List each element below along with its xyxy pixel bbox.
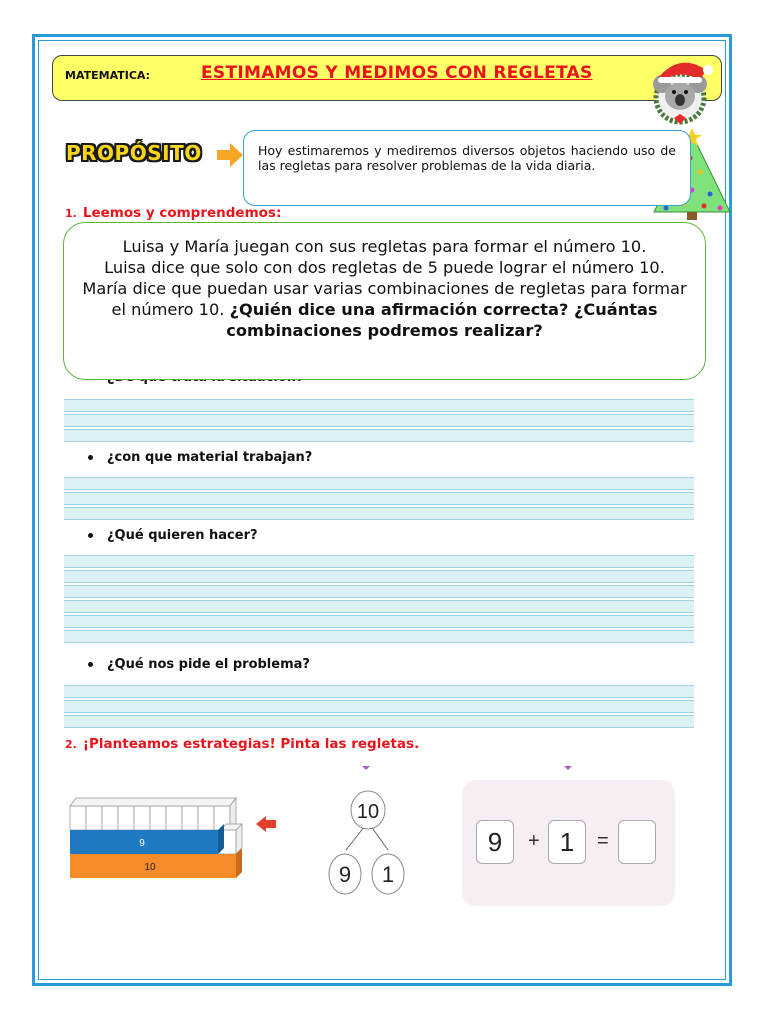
question-3 — [88, 528, 258, 543]
number-bond — [326, 788, 410, 898]
equals-sign: = — [597, 830, 609, 852]
equation-result-box[interactable] — [618, 820, 656, 864]
plus-sign: + — [528, 830, 540, 852]
problem-question: ¿Quién dice una afirmación correcta? ¿Cuántas combinaciones podremos realizar? — [226, 300, 658, 340]
arrow-left-icon — [256, 816, 276, 832]
problem-line-2: Luisa dice que solo con dos regletas de 5 puede lograr el número 10. — [104, 258, 665, 277]
question-2 — [88, 450, 312, 465]
equation-addend-2: 1 — [548, 820, 586, 864]
bullet-icon — [88, 533, 93, 538]
bond-top: 10 — [356, 801, 380, 823]
subject-label: MATEMATICA: — [65, 69, 151, 82]
question-4-text: ¿Qué nos pide el problema? — [107, 657, 310, 672]
koala-santa-icon — [644, 52, 718, 130]
bond-left: 9 — [338, 862, 352, 887]
section-2-number: 2. — [65, 738, 77, 751]
equation-addend-1: 9 — [476, 820, 514, 864]
problem-line-3: María dice que puedan usar varias combinaciones de regletas para formar el número 10. — [82, 279, 687, 319]
purpose-label: PROPÓSITO — [66, 141, 202, 165]
marker-icon — [564, 766, 572, 770]
equation-panel — [462, 780, 675, 906]
blue-rod-label: 9 — [139, 838, 145, 849]
section-1-heading — [65, 205, 281, 221]
header-banner — [52, 55, 722, 101]
rods-illustration — [68, 796, 288, 886]
question-3-text: ¿Qué quieren hacer? — [107, 528, 258, 543]
problem-line-1: Luisa y María juegan con sus regletas para formar el número 10. — [122, 237, 647, 256]
section-1-title: Leemos y comprendemos: — [82, 205, 282, 221]
purpose-box — [243, 130, 691, 206]
answer-lines-3[interactable] — [64, 555, 694, 645]
question-4 — [88, 657, 310, 672]
orange-rod-label: 10 — [144, 862, 156, 873]
section-2-heading — [65, 736, 419, 752]
section-1-number: 1. — [65, 207, 77, 220]
answer-lines-4[interactable] — [64, 685, 694, 730]
problem-box — [63, 222, 706, 380]
marker-icon — [362, 766, 370, 770]
purpose-text: Hoy estimaremos y mediremos diversos objetos haciendo uso de las regletas para resolver problemas de la vida diaria. — [258, 143, 676, 173]
bullet-icon — [88, 662, 93, 667]
worksheet-title: ESTIMAMOS Y MEDIMOS CON REGLETAS — [201, 63, 593, 83]
answer-lines-2[interactable] — [64, 477, 694, 522]
section-2-title: ¡Planteamos estrategias! Pinta las regletas. — [82, 736, 420, 752]
bond-right: 1 — [381, 862, 395, 887]
answer-lines-1[interactable] — [64, 399, 694, 444]
question-2-text: ¿con que material trabajan? — [107, 450, 313, 465]
bullet-icon — [88, 455, 93, 460]
arrow-right-icon — [217, 143, 243, 167]
